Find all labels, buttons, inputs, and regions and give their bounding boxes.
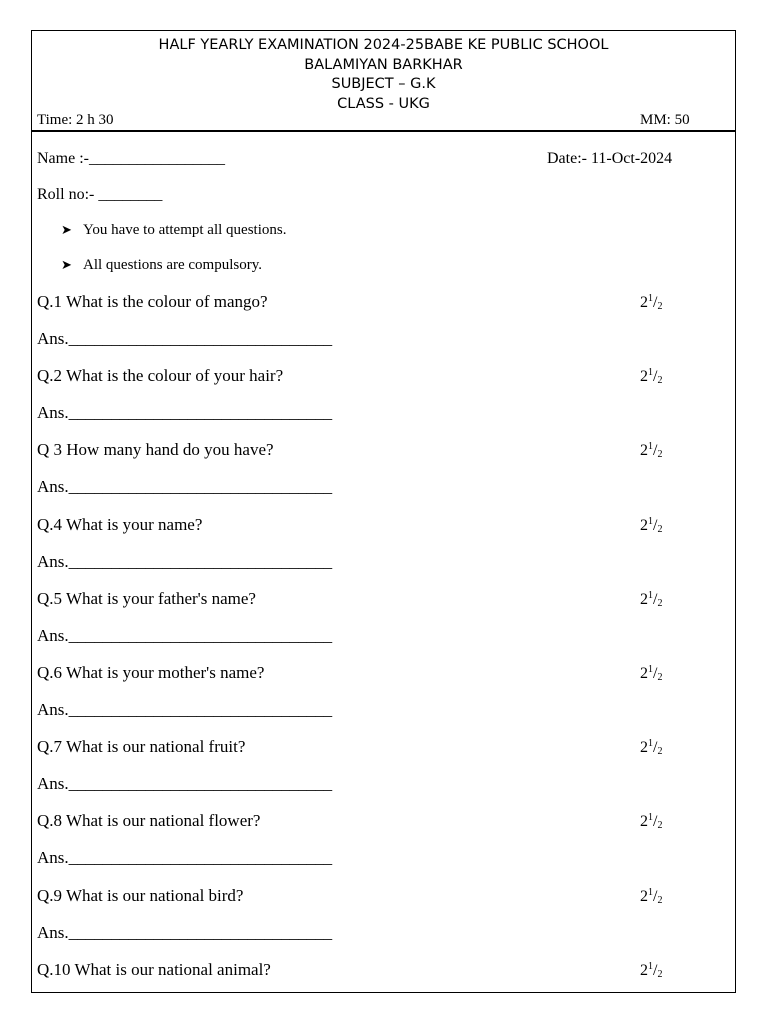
exam-title: HALF YEARLY EXAMINATION 2024-25BABE KE PUBLIC SCHOOL	[158, 37, 609, 53]
question-text: Q.9 What is our national bird?	[37, 885, 244, 905]
arrowhead-bullet-icon: ➤	[61, 257, 72, 272]
question-text: Q.4 What is your name?	[37, 514, 203, 534]
max-marks-label: MM: 50	[640, 112, 690, 128]
question-marks: $2^1/_2$	[640, 589, 663, 609]
answer-line: Ans._______________________________	[37, 774, 333, 794]
answer-line: Ans._______________________________	[37, 329, 333, 348]
subject-line: SUBJECT – G.K	[331, 76, 436, 92]
question-text: Q.1 What is the colour of mango?	[37, 292, 268, 311]
answer-line: Ans._______________________________	[37, 922, 333, 942]
question-marks: $2^1/_2$	[640, 367, 663, 387]
answer-line: Ans._______________________________	[37, 700, 333, 719]
name-field: Name :-_________________	[37, 150, 225, 167]
answer-line: Ans._______________________________	[37, 848, 333, 868]
header-divider	[31, 130, 736, 132]
roll-field: Roll no:- ________	[37, 186, 163, 203]
question-marks: $2^1/_2$	[640, 738, 663, 758]
question-text: Q.6 What is your mother's name?	[37, 663, 265, 682]
question-marks: $2^1/_2$	[640, 960, 663, 980]
time-label: Time: 2 h 30	[37, 112, 114, 128]
question-marks: $2^1/_2$	[640, 441, 663, 461]
question-text: Q.2 What is the colour of your hair?	[37, 366, 284, 386]
answer-line: Ans._______________________________	[37, 625, 333, 645]
answer-line: Ans._______________________________	[37, 477, 333, 497]
question-marks: $2^1/_2$	[640, 515, 663, 535]
school-location: BALAMIYAN BARKHAR	[304, 56, 463, 73]
answer-line: Ans._______________________________	[37, 551, 333, 571]
question-marks: $2^1/_2$	[640, 293, 663, 312]
date-label: Date:- 11-Oct-2024	[547, 150, 673, 167]
class-line: CLASS - UKG	[337, 95, 430, 112]
question-marks: $2^1/_2$	[640, 664, 663, 683]
question-marks: $2^1/_2$	[640, 812, 663, 832]
exam-header	[31, 36, 736, 114]
instruction-item: ➤ You have to attempt all questions.	[61, 222, 287, 238]
question-text: Q.8 What is our national flower?	[37, 811, 261, 831]
instruction-item: ➤ All questions are compulsory.	[61, 257, 262, 273]
question-marks: $2^1/_2$	[640, 886, 663, 906]
question-text: Q.7 What is our national fruit?	[37, 737, 246, 757]
question-text: Q.5 What is your father's name?	[37, 588, 256, 608]
answer-line: Ans._______________________________	[37, 403, 333, 423]
arrowhead-bullet-icon: ➤	[61, 222, 72, 237]
question-text: Q.10 What is our national animal?	[37, 959, 271, 979]
question-text: Q 3 How many hand do you have?	[37, 440, 274, 460]
